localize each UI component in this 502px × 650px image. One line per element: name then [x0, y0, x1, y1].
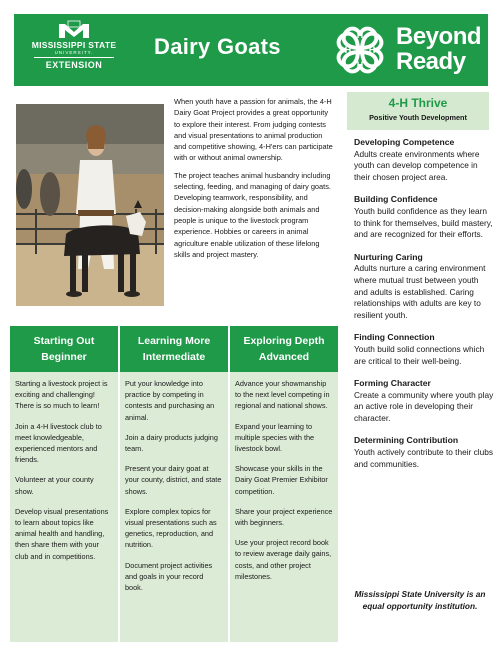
logo-line-1: MISSISSIPPI STATE	[31, 40, 117, 50]
column-title: Exploring Depth	[243, 335, 325, 347]
intro-paragraph-2: The project teaches animal husbandry including selecting, feeding, and managing of dairy goats. Developing teamwork, responsibility, and decision-making alongside both animals and people is unique to the livestock program experience. Hobbies or careers in animal agriculture enable utilization of these lifelong skills and project mastery.	[174, 170, 331, 259]
thrive-subtitle: Positive Youth Development	[369, 113, 467, 122]
section-text: Adults create environments where youth can develop competence in their chosen project area.	[354, 148, 480, 182]
msu-extension-logo	[28, 20, 120, 82]
section-heading: Finding Connection	[354, 332, 435, 343]
section-text: Youth build solid connections which are critical to their well-being.	[354, 343, 485, 366]
logo-line-2: UNIVERSITY.	[54, 50, 94, 55]
thrive-section	[354, 332, 494, 367]
logo-divider	[34, 57, 114, 58]
column-title: Starting Out	[33, 335, 95, 347]
column-body	[10, 372, 118, 562]
section-heading: Forming Character	[354, 378, 431, 389]
section-heading: Nurturing Caring	[354, 251, 423, 262]
ready-text: Ready	[396, 48, 466, 75]
thrive-header	[347, 92, 489, 130]
list-item: Use your project record book to review average daily gains, costs, and other project milestones.	[235, 538, 332, 581]
list-item: Join a dairy products judging team.	[125, 432, 218, 454]
column-body	[120, 372, 228, 593]
column-level: Advanced	[258, 351, 310, 363]
header-banner	[14, 14, 488, 86]
svg-text:H: H	[356, 60, 364, 70]
svg-text:H: H	[344, 45, 352, 55]
logo-line-3: EXTENSION	[45, 60, 103, 70]
list-item: Explore complex topics for visual presentations such as genetics, reproduction, and nutrition.	[125, 506, 217, 550]
svg-text:H: H	[356, 30, 364, 40]
thrive-section	[354, 137, 494, 183]
list-item: Present your dairy goat at your county, district, and state shows.	[125, 464, 222, 496]
msu-seal-icon	[57, 20, 91, 40]
column-header	[230, 326, 338, 372]
thrive-sidebar	[354, 137, 494, 481]
column-body	[230, 372, 338, 582]
section-text: Adults nurture a caring environment where mutual trust between youth and adults is established. Caring relationships with adults are key to resilient youth.	[354, 263, 486, 320]
section-text: Youth actively contribute to their clubs and communities.	[354, 447, 493, 469]
section-text: Create a community where youth play an active role in developing their character.	[354, 389, 494, 423]
column-level: Beginner	[41, 351, 87, 363]
girl-showing-dairy-goat-photo	[16, 104, 164, 306]
svg-text:H: H	[368, 45, 376, 55]
four-h-clover-icon	[332, 22, 388, 78]
section-heading: Determining Contribution	[354, 435, 459, 446]
equal-opportunity-statement: Mississippi State University is an equal opportunity institution.	[354, 589, 486, 611]
list-item: Share your project experience with beginners.	[235, 506, 333, 528]
list-item: Put your knowledge into practice by competing in contests and purchasing an animal.	[125, 379, 215, 422]
beginner-column	[10, 326, 118, 642]
column-header	[120, 326, 228, 372]
section-text: Youth build confidence as they learn to think for themselves, build mastery, and are recognized for their efforts.	[354, 205, 493, 240]
list-item: Develop visual presentations to learn about topics like animal health and handling, then share them with your club and in competitions.	[15, 506, 109, 561]
column-header	[10, 326, 118, 372]
section-heading: Developing Competence	[354, 137, 455, 147]
intro-paragraph-1: When youth have a passion for animals, the 4-H Dairy Goat Project provides a great opportunity to explore their interest. From judging contests and visual presentations to animal production and competitive showing, 4-H'ers can participate with or without animal ownership.	[174, 97, 333, 163]
list-item: Expand your learning to multiple species with the livestock bowl.	[235, 421, 315, 454]
thrive-section	[354, 252, 494, 322]
advanced-column	[230, 326, 338, 642]
column-title: Learning More	[137, 335, 211, 347]
page-title: Dairy Goats	[154, 34, 281, 59]
section-heading: Building Confidence	[354, 194, 438, 205]
intro-text	[174, 96, 334, 260]
list-item: Join a 4-H livestock club to meet knowledgeable, experienced mentors and friends.	[15, 421, 102, 465]
thrive-section	[354, 378, 494, 424]
list-item: Volunteer at your county show.	[15, 475, 94, 496]
list-item: Advance your showmanship to the next level competing in regional and national shows.	[235, 379, 330, 411]
thrive-section	[354, 194, 494, 240]
list-item: Document project activities and goals in your record book.	[125, 560, 213, 593]
column-level: Intermediate	[142, 351, 206, 363]
list-item: Starting a livestock project is exciting and challenging! There is so much to learn!	[15, 379, 108, 411]
thrive-title: 4-H Thrive	[388, 96, 448, 110]
beyond-text: Beyond	[396, 23, 482, 50]
beyond-ready-logo	[396, 24, 481, 74]
list-item: Showcase your skills in the Dairy Goat Premier Exhibitor competition.	[235, 464, 328, 496]
thrive-section	[354, 435, 494, 470]
intermediate-column	[120, 326, 228, 642]
